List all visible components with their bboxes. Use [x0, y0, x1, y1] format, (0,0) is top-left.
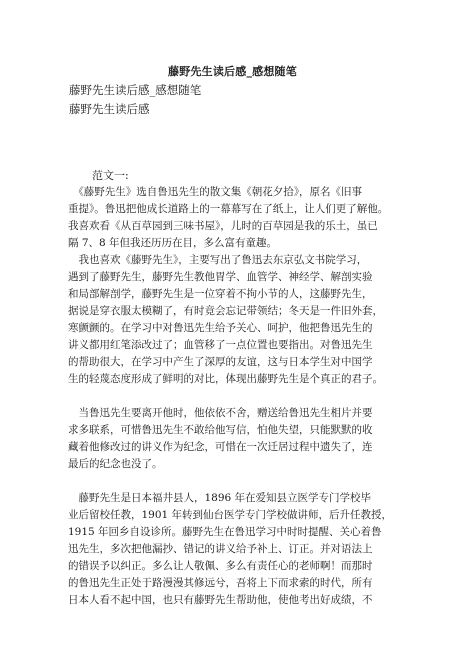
text-line: 藏着他修改过的讲义作为纪念，可惜在一次迁居过程中遗失了，连: [68, 441, 373, 453]
paragraph-gap: [68, 388, 400, 405]
paragraph: [68, 252, 400, 388]
text-line: 业后留校任教，1901 年转到仙台医学专门学校做讲师，后升任教授，: [68, 509, 393, 521]
text-line: 我也喜欢《藤野先生》，主要写出了鲁迅去东京弘文书院学习，: [68, 254, 368, 266]
text-line: 最后的纪念也没了。: [68, 458, 163, 470]
text-line: 求多联系，可惜鲁迅先生不敢给他写信，怕他失望，只能默默的收: [68, 424, 373, 436]
text-line: 的鲁迅先生正处于路漫漫其修远兮，吾将上下而求索的时代，所有: [68, 577, 373, 589]
text-line: 日本人看不起中国，也只有藤野先生帮助他，使他考出好成绩，不: [68, 594, 373, 606]
paragraph: [68, 184, 400, 252]
text-line: 迅先生，多次把他漏抄、错记的讲义给予补上、订正。并对语法上: [68, 543, 373, 555]
document-body: [68, 184, 400, 609]
text-line: 我喜欢看《从百草园到三味书屋》，儿时的百草园是我的乐土，虽已: [68, 220, 378, 232]
paragraph: [68, 490, 400, 609]
paragraph-gap: [68, 473, 400, 490]
text-line: 当鲁迅先生要离开他时，他依依不舍，赠送给鲁迅先生相片并要: [68, 407, 373, 419]
section-heading: 范文一:: [92, 169, 129, 182]
text-line: 重提》。鲁迅把他成长道路上的一幕幕写在了纸上，让人们更了解他。: [68, 203, 389, 215]
text-line: 讲义都用红笔添改过了；血管移了一点位置也要指出。对鲁迅先生: [68, 339, 373, 351]
text-line: 据说是穿衣服太模糊了，有时竟会忘记带领结；冬天是一件旧外套，: [68, 305, 383, 317]
text-line: 和局部解剖学，藤野先生是一位穿着不拘小节的人，这藤野先生，: [68, 288, 373, 300]
text-line: 寒颤颤的。在学习中对鲁迅先生给予关心、呵护，他把鲁迅先生的: [68, 322, 373, 334]
text-line: 的错误予以纠正。多么让人敬佩、多么有责任心的老师啊！而那时: [68, 560, 373, 572]
document-subtitle: 藤野先生读后感_感想随笔: [69, 83, 202, 97]
text-line: 的帮助很大，在学习中产生了深厚的友谊，这与日本学生对中国学: [68, 356, 373, 368]
paragraph: [68, 405, 400, 473]
text-line: 生的轻蔑态度形成了鲜明的对比，体现出藤野先生是个真正的君子。: [68, 373, 383, 385]
text-line: 隔 7、8 年但我还历历在目，多么富有童趣。: [68, 237, 278, 249]
text-line: 遇到了藤野先生，藤野先生教他胃学、血管学、神经学、解剖实验: [68, 271, 373, 283]
document-title: 藤野先生读后感_感想随笔: [168, 65, 297, 78]
document-subtitle: 藤野先生读后感: [69, 102, 150, 116]
text-line: 《藤野先生》选自鲁迅先生的散文集《朝花夕拾》，原名《旧事: [68, 186, 362, 198]
text-line: 藤野先生是日本福井县人，1896 年在爱知县立医学专门学校毕: [68, 492, 372, 504]
text-line: 1915 年回乡自设诊所。藤野先生在鲁迅学习中时时提醒、关心着鲁: [68, 526, 382, 538]
